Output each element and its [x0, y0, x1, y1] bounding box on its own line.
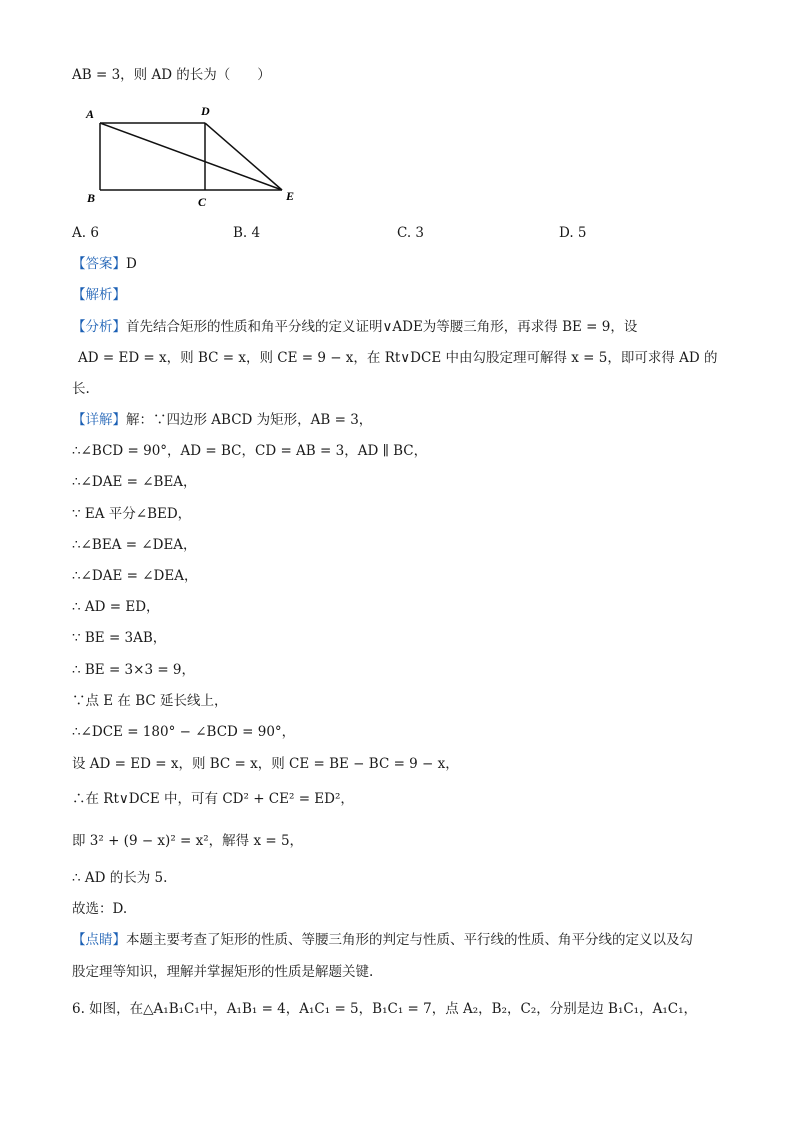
- detail-line-15: ∴ AD 的长为 5.: [72, 870, 168, 886]
- detail-line-11: ∴∠DCE = 180° − ∠BCD = 90°，: [72, 724, 296, 740]
- label-b: B: [87, 191, 96, 205]
- answer-value: D: [126, 256, 137, 272]
- label-a: A: [86, 107, 95, 121]
- detail-line-2: ∴∠BCD = 90°，AD = BC，CD = AB = 3，AD ∥ BC，: [72, 443, 428, 459]
- answer-line: [72, 255, 137, 273]
- detail-line-6: ∴∠DAE = ∠DEA，: [72, 568, 198, 584]
- detail-line-7: ∴ AD = ED，: [72, 599, 160, 615]
- label-c: C: [198, 195, 207, 209]
- dianjing-line-2: 股定理等知识，理解并掌握矩形的性质是解题关键.: [72, 964, 374, 980]
- fenxi-line-3: 长.: [72, 381, 90, 397]
- label-d: D: [201, 104, 210, 118]
- dianjing-line-1: [72, 931, 693, 949]
- fenxi-tag: 【分析】: [72, 319, 126, 335]
- next-question-line: 6. 如图，在△A₁B₁C₁中，A₁B₁ = 4，A₁C₁ = 5，B₁C₁ = 7，点 A₂，B₂，C₂，分别是边 B₁C₁，A₁C₁，: [72, 1001, 698, 1017]
- segment-de: [205, 123, 282, 190]
- detail-line-12: 设 AD = ED = x，则 BC = x，则 CE = BE − BC = 9 − x，: [72, 756, 459, 772]
- dianjing-tag: 【点睛】: [72, 932, 126, 948]
- detail-line-8: ∵ BE = 3AB，: [72, 630, 167, 646]
- detail-line-3: ∴∠DAE = ∠BEA，: [72, 474, 197, 490]
- answer-tag: 【答案】: [72, 256, 126, 272]
- fenxi-text-1: 首先结合矩形的性质和角平分线的定义证明∨ADE为等腰三角形，再求得 BE = 9，设: [126, 319, 638, 335]
- dianjing-text-1: 本题主要考查了矩形的性质、等腰三角形的判定与性质、平行线的性质、角平分线的定义以及勾: [126, 932, 693, 948]
- detail-line-10: ∵点 E 在 BC 延长线上，: [72, 693, 228, 709]
- question-stem-tail: AB = 3，则 AD 的长为（ ）: [72, 67, 271, 83]
- choice-d: D. 5: [559, 225, 587, 241]
- analysis-tag: 【解析】: [72, 287, 126, 303]
- label-e: E: [286, 189, 295, 203]
- detail-line-14: 即 3² + (9 − x)² = x²，解得 x = 5，: [72, 833, 304, 849]
- detail-line-16: 故选：D.: [72, 901, 128, 917]
- detail-line-13: ∴在 Rt∨DCE 中，可有 CD² + CE² = ED²，: [72, 791, 354, 807]
- fenxi-line-1: [72, 318, 637, 336]
- detail-line-5: ∴∠BEA = ∠DEA，: [72, 537, 197, 553]
- choice-a: A. 6: [72, 225, 99, 241]
- choice-c: C. 3: [397, 225, 425, 241]
- analysis-heading: [72, 286, 126, 304]
- choice-b: B. 4: [233, 225, 261, 241]
- detail-text-1: 解：∵四边形 ABCD 为矩形，AB = 3，: [126, 412, 373, 428]
- geometry-figure: [80, 100, 310, 210]
- detail-line-9: ∴ BE = 3×3 = 9，: [72, 662, 196, 678]
- detail-line-4: ∵ EA 平分∠BED，: [72, 506, 192, 522]
- fenxi-line-2: AD = ED = x，则 BC = x，则 CE = 9 − x，在 Rt∨DCE 中由勾股定理可解得 x = 5，即可求得 AD 的: [78, 350, 718, 366]
- detail-line-1: [72, 411, 372, 429]
- detail-tag: 【详解】: [72, 412, 126, 428]
- segment-ae: [100, 123, 282, 190]
